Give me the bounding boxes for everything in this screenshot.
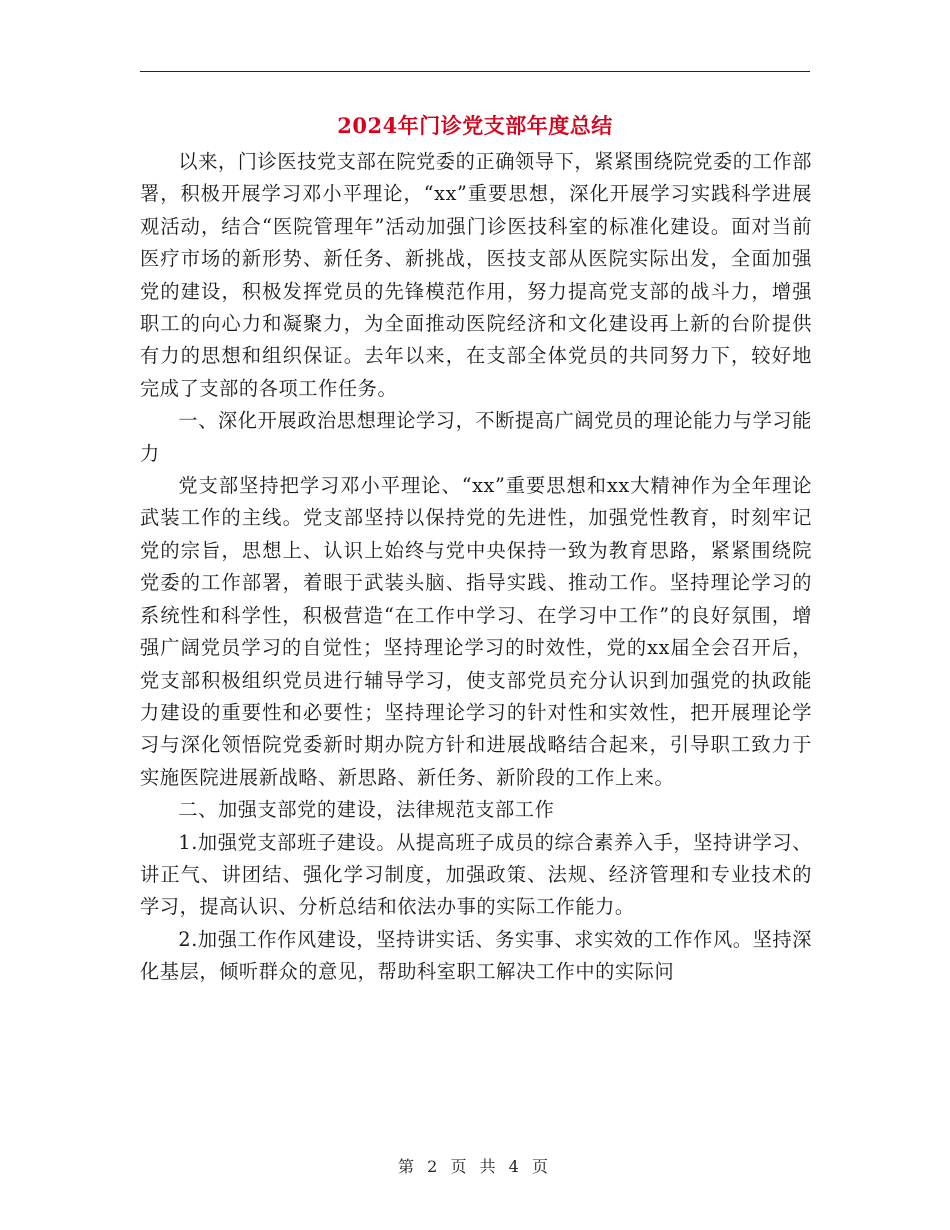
current-page-number: 2	[427, 1157, 442, 1176]
header-rule	[140, 71, 810, 72]
total-pages-number: 4	[508, 1157, 523, 1176]
document-title: 2024年门诊党支部年度总结	[337, 113, 613, 138]
paragraph-item-1: 1.加强党支部班子建设。从提高班子成员的综合素养入手，坚持讲学习、讲正气、讲团结、强化学习制度，加强政策、法规、经济管理和专业技术的学习，提高认识、分析总结和依法办事的实际工作能力。	[140, 830, 812, 919]
page-label-mid1: 页	[450, 1157, 471, 1176]
paragraph-item-2: 2.加强工作作风建设，坚持讲实话、务实事、求实效的工作作风。坚持深化基层，倾听群众的意见，帮助科室职工解决工作中的实际问	[140, 927, 812, 984]
page-label-suffix: 页	[531, 1157, 552, 1176]
paragraph-theory-study: 党支部坚持把学习邓小平理论、“xx”重要思想和xx大精神作为全年理论武装工作的主线。党支部坚持以保持党的先进性，加强党性教育，时刻牢记党的宗旨，思想上、认识上始终与党中央保持一致为教育思路，紧紧围绕院党委的工作部署，着眼于武装头脑、指导实践、推动工作。坚持理论学习的系统性和科学性，积极营造“在工作中学习、在学习中工作”的良好氛围，增强广阔党员学习的自觉性；坚持理论学习的时效性，党的xx届全会召开后，党支部积极组织党员进行辅导学习，使支部党员充分认识到加强党的执政能力建设的重要性和必要性；坚持理论学习的针对性和实效性，把开展理论学习与深化领悟院党委新时期办院方针和进展战略结合起来，引导职工致力于实施医院进展新战略、新思路、新任务、新阶段的工作上来。	[140, 474, 812, 789]
section-heading-2: 二、加强支部党的建设，法律规范支部工作	[178, 798, 555, 822]
section-heading-1: 一、深化开展政治思想理论学习，不断提高广阔党员的理论能力与学习能力	[140, 409, 812, 465]
paragraph-intro: 以来，门诊医技党支部在院党委的正确领导下，紧紧围绕院党委的工作部署，积极开展学习邓小平理论，“xx”重要思想，深化开展学习实践科学进展观活动，结合“医院管理年”活动加强门诊医技科室的标准化建设。面对当前医疗市场的新形势、新任务、新挑战，医技支部从医院实际出发，全面加强党的建设，积极发挥党员的先锋模范作用，努力提高党支部的战斗力，增强职工的向心力和凝聚力，为全面推动医院经济和文化建设再上新的台阶提供有力的思想和组织保证。去年以来，在支部全体党员的共同努力下，较好地完成了支部的各项工作任务。	[140, 150, 812, 400]
document-body	[140, 146, 812, 989]
page-footer	[0, 1155, 950, 1179]
page-label-prefix: 第	[398, 1157, 419, 1176]
page-label-mid2: 共	[479, 1157, 500, 1176]
